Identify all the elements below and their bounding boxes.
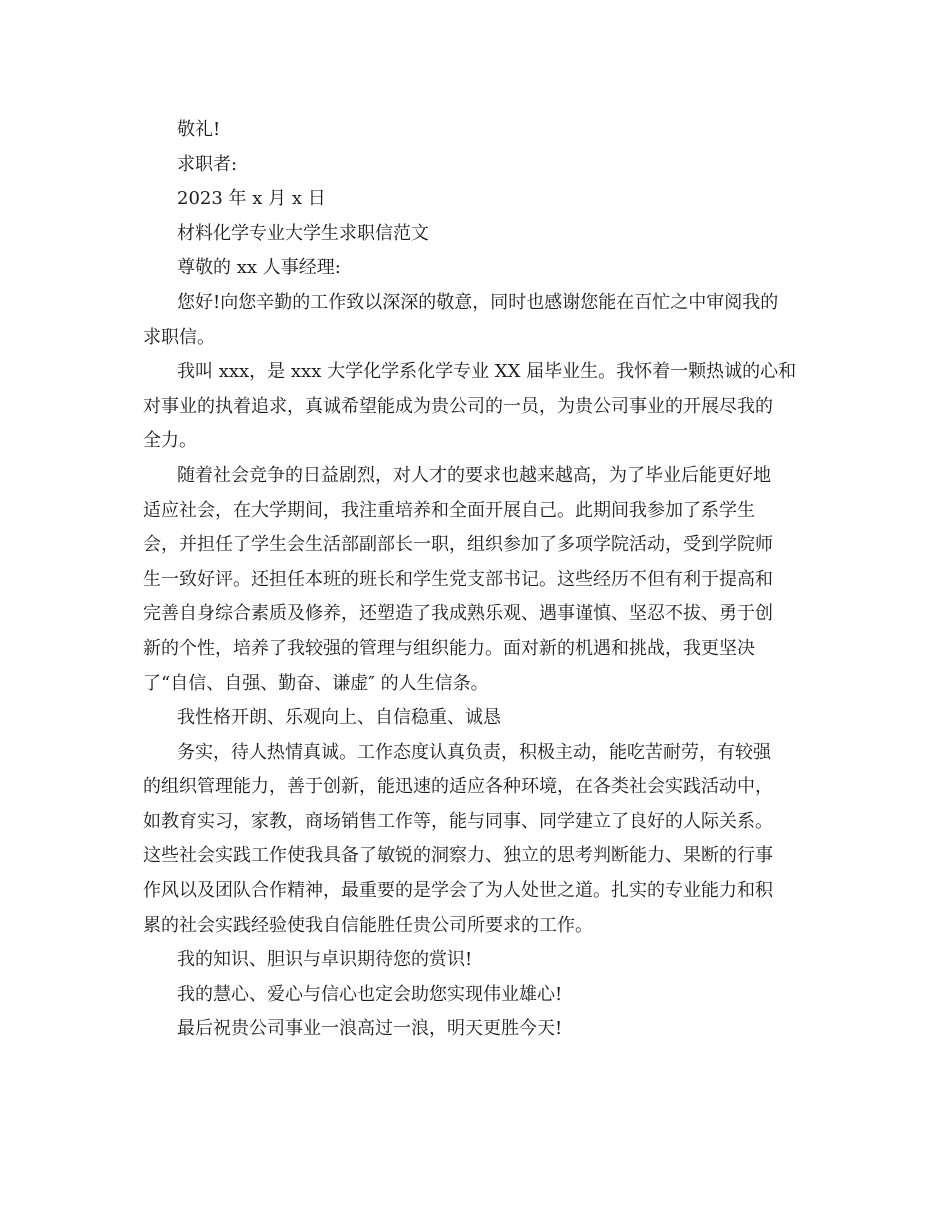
text-line: 的组织管理能力，善于创新，能迅速的适应各种环境，在各类社会实践活动中， <box>143 776 773 798</box>
text-line: 全力。 <box>143 430 197 452</box>
text-line: 完善自身综合素质及修养，还塑造了我成熟乐观、遇事谨慎、坚忍不拔、勇于创 <box>143 603 773 625</box>
text-line: 对事业的执着追求，真诚希望能成为贵公司的一员，为贵公司事业的开展尽我的 <box>143 395 773 417</box>
text-line: 累的社会实践经验使我自信能胜任贵公司所要求的工作。 <box>143 914 593 936</box>
text-line: 这些社会实践工作使我具备了敏锐的洞察力、独立的思考判断能力、果断的行事 <box>143 845 773 867</box>
letter-body <box>143 113 808 1047</box>
text-line: 作风以及团队合作精神，最重要的是学会了为人处世之道。扎实的专业能力和积 <box>143 880 773 902</box>
text-line: 我的知识、胆识与卓识期待您的赏识! <box>177 949 473 971</box>
text-line: 2023 年 x 月 x 日 <box>177 188 326 210</box>
text-line: 会，并担任了学生会生活部副部长一职，组织参加了多项学院活动，受到学院师 <box>143 534 773 556</box>
text-line: 随着社会竞争的日益剧烈，对人才的要求也越来越高，为了毕业后能更好地 <box>177 464 771 486</box>
text-line: 求职者: <box>177 153 238 175</box>
text-line: 求职信。 <box>143 326 215 348</box>
text-line: 材料化学专业大学生求职信范文 <box>177 222 429 244</box>
text-line: 敬礼! <box>177 119 221 140</box>
text-line: 如教育实习，家教，商场销售工作等，能与同事、同学建立了良好的人际关系。 <box>143 810 773 832</box>
text-line: 我的慧心、爱心与信心也定会助您实现伟业雄心! <box>177 983 563 1005</box>
text-line: 新的个性，培养了我较强的管理与组织能力。面对新的机遇和挑战，我更坚决 <box>143 637 755 659</box>
text-line: 生一致好评。还担任本班的班长和学生党支部书记。这些经历不但有利于提高和 <box>143 568 773 590</box>
text-line: 我性格开朗、乐观向上、自信稳重、诚恳 <box>177 707 501 729</box>
text-line: 我叫 xxx，是 xxx 大学化学系化学专业 XX 届毕业生。我怀着一颗热诚的心和 <box>177 361 797 383</box>
text-line: 适应社会，在大学期间，我注重培养和全面开展自己。此期间我参加了系学生 <box>143 499 755 521</box>
text-line: 了“自信、自强、勤奋、谦虚″ 的人生信条。 <box>143 672 489 694</box>
text-line: 最后祝贵公司事业一浪高过一浪，明天更胜今天! <box>177 1018 563 1040</box>
text-line: 尊敬的 xx 人事经理: <box>177 257 341 279</box>
text-line: 您好!向您辛勤的工作致以深深的敬意，同时也感谢您能在百忙之中审阅我的 <box>177 291 779 313</box>
text-line: 务实，待人热情真诚。工作态度认真负责，积极主动，能吃苦耐劳，有较强 <box>177 741 771 763</box>
